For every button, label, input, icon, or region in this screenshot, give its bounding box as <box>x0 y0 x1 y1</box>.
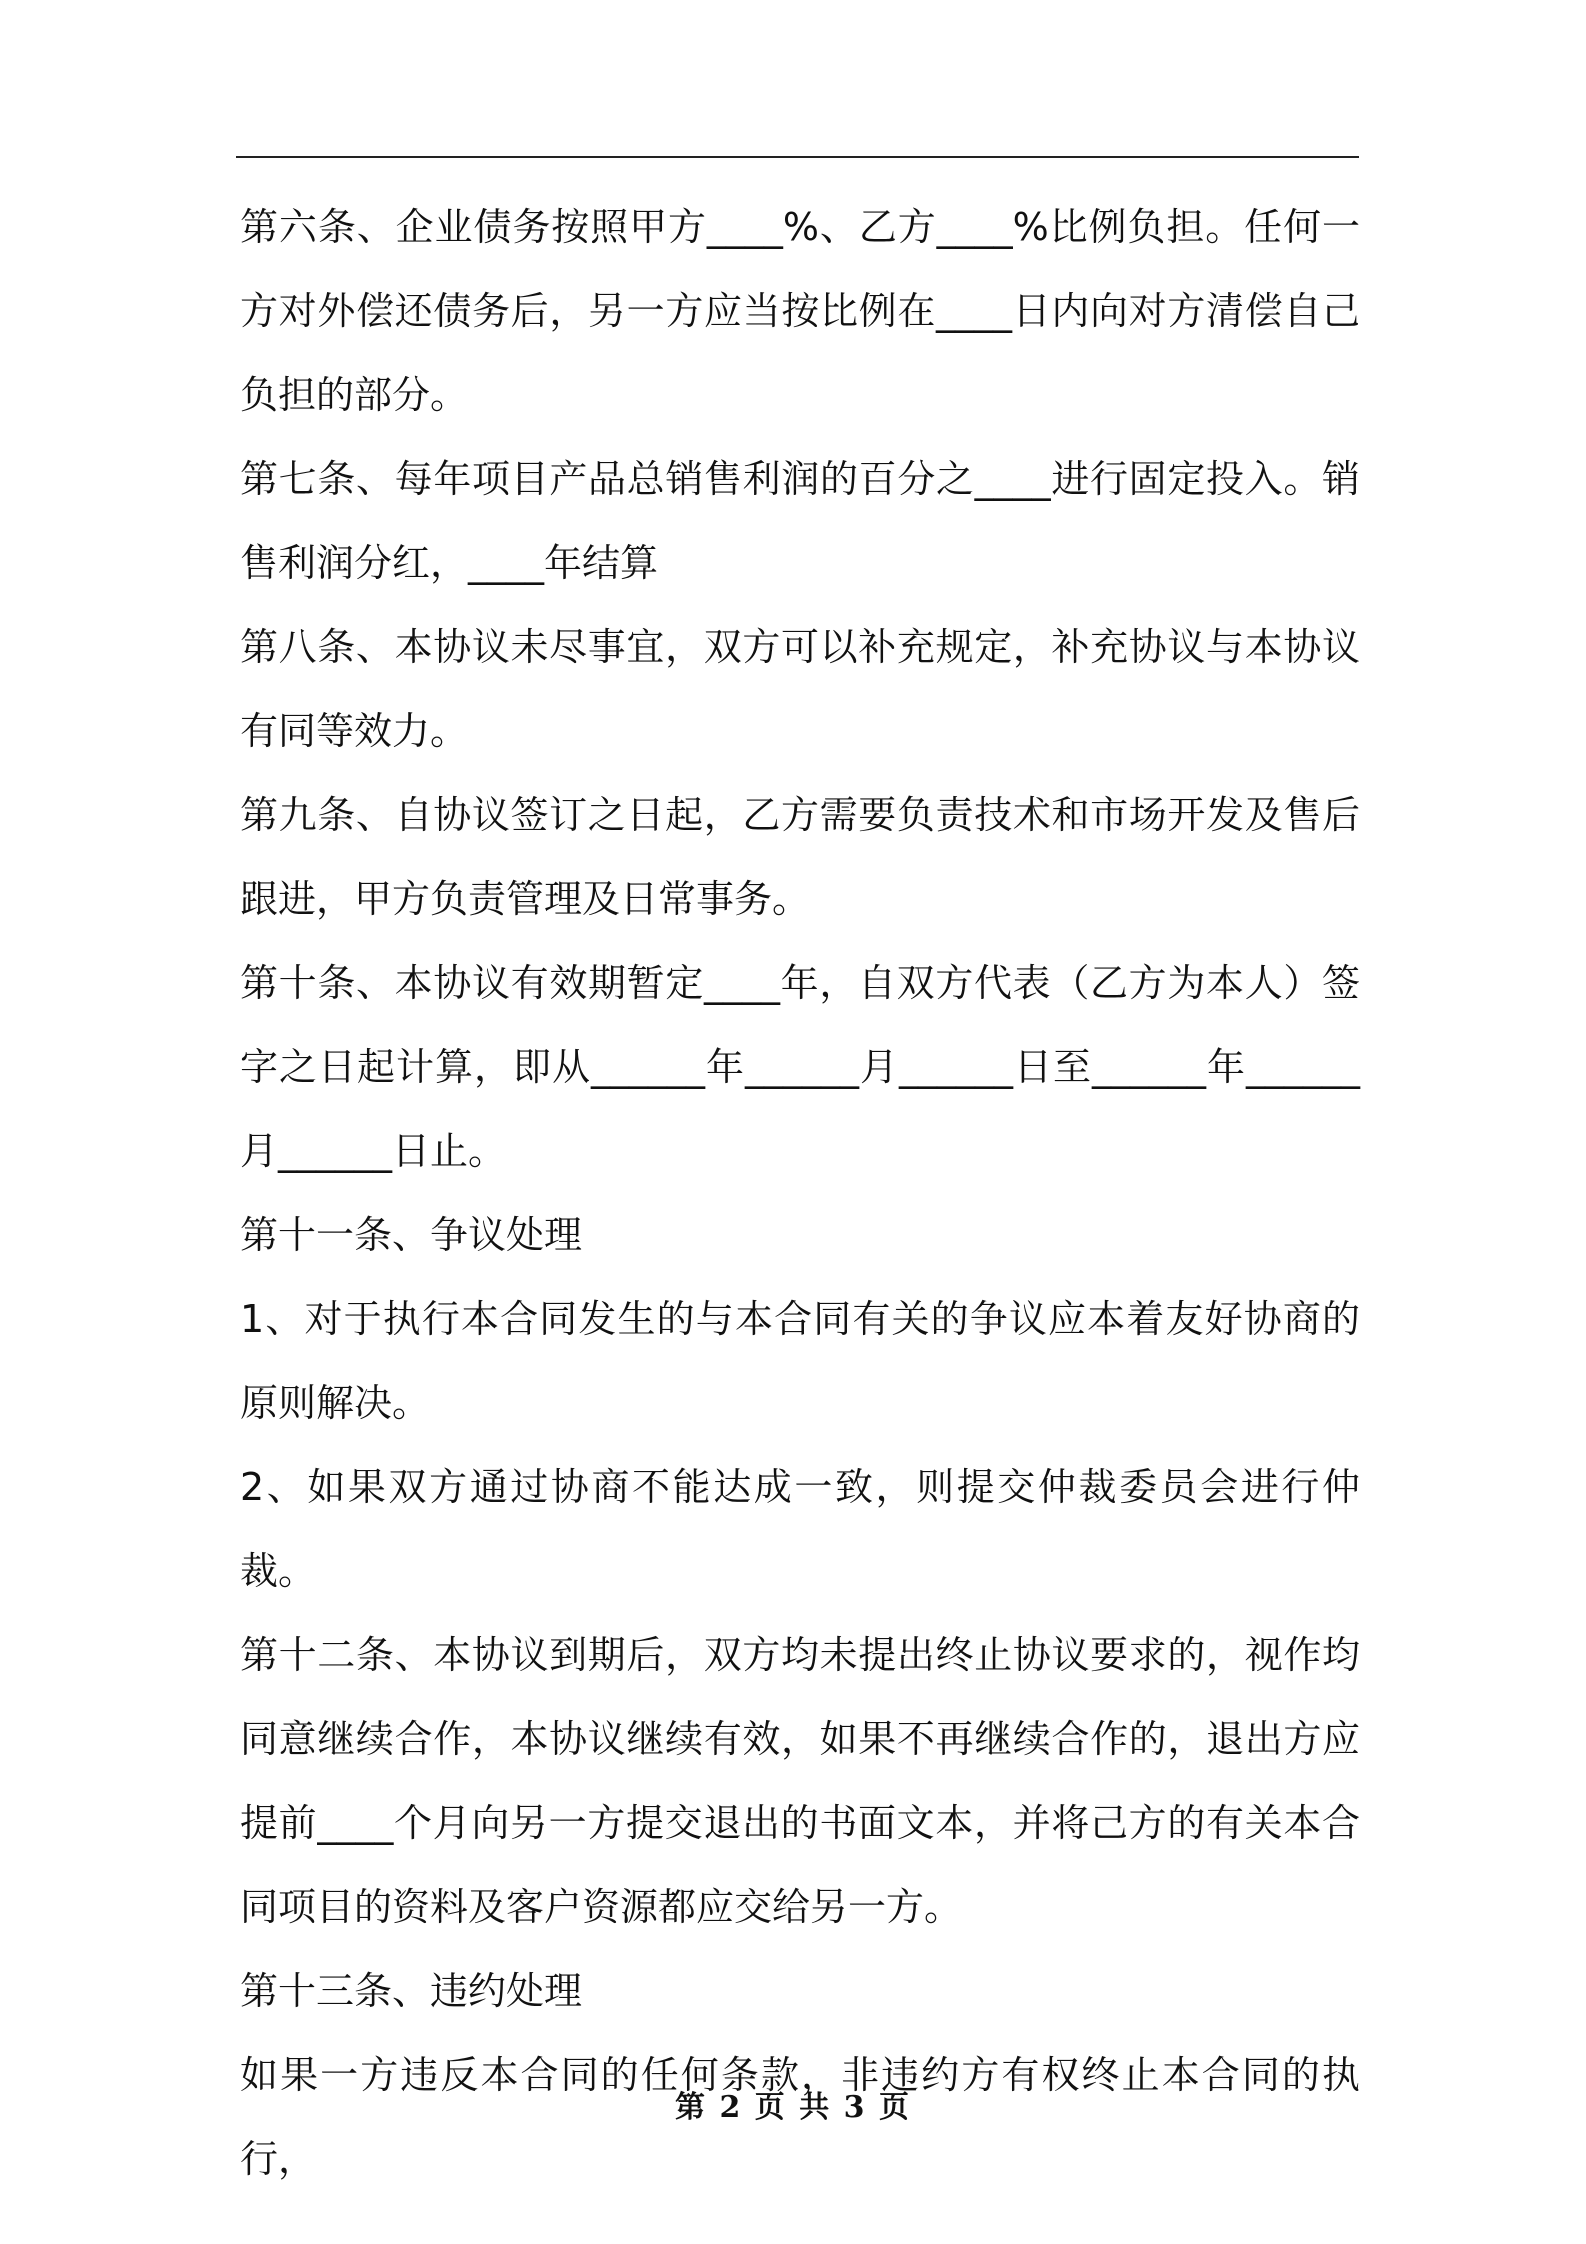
article-9: 第九条、自协议签订之日起，乙方需要负责技术和市场开发及售后跟进，甲方负责管理及日常事务。 <box>240 793 1360 921</box>
document-body <box>240 185 1360 2201</box>
article-11-heading: 第十一条、争议处理 <box>240 1213 583 1257</box>
article-6: 第六条、企业债务按照甲方____%、乙方____%比例负担。任何一方对外偿还债务后，另一方应当按比例在____日内向对方清偿自己负担的部分。 <box>240 205 1360 417</box>
article-11-item-2: 2、如果双方通过协商不能达成一致，则提交仲裁委员会进行仲裁。 <box>240 1465 1360 1593</box>
header-rule <box>236 156 1359 158</box>
article-7: 第七条、每年项目产品总销售利润的百分之____进行固定投入。销售利润分红，____年结算 <box>240 457 1360 585</box>
article-12: 第十二条、本协议到期后，双方均未提出终止协议要求的，视作均同意继续合作，本协议继续有效，如果不再继续合作的，退出方应提前____个月向另一方提交退出的书面文本，并将己方的有关本合同项目的资料及客户资源都应交给另一方。 <box>240 1633 1360 1929</box>
article-11-item-1: 1、对于执行本合同发生的与本合同有关的争议应本着友好协商的原则解决。 <box>240 1297 1360 1425</box>
page-footer: 第 2 页 共 3 页 <box>675 2090 911 2125</box>
article-10: 第十条、本协议有效期暂定____年，自双方代表（乙方为本人）签字之日起计算，即从______年______月______日至______年______月______日止。 <box>240 961 1360 1173</box>
article-8: 第八条、本协议未尽事宜，双方可以补充规定，补充协议与本协议有同等效力。 <box>240 625 1360 753</box>
article-13-body: 如果一方违反本合同的任何条款，非违约方有权终止本合同的执行， <box>240 2053 1360 2181</box>
article-13-heading: 第十三条、违约处理 <box>240 1969 583 2013</box>
